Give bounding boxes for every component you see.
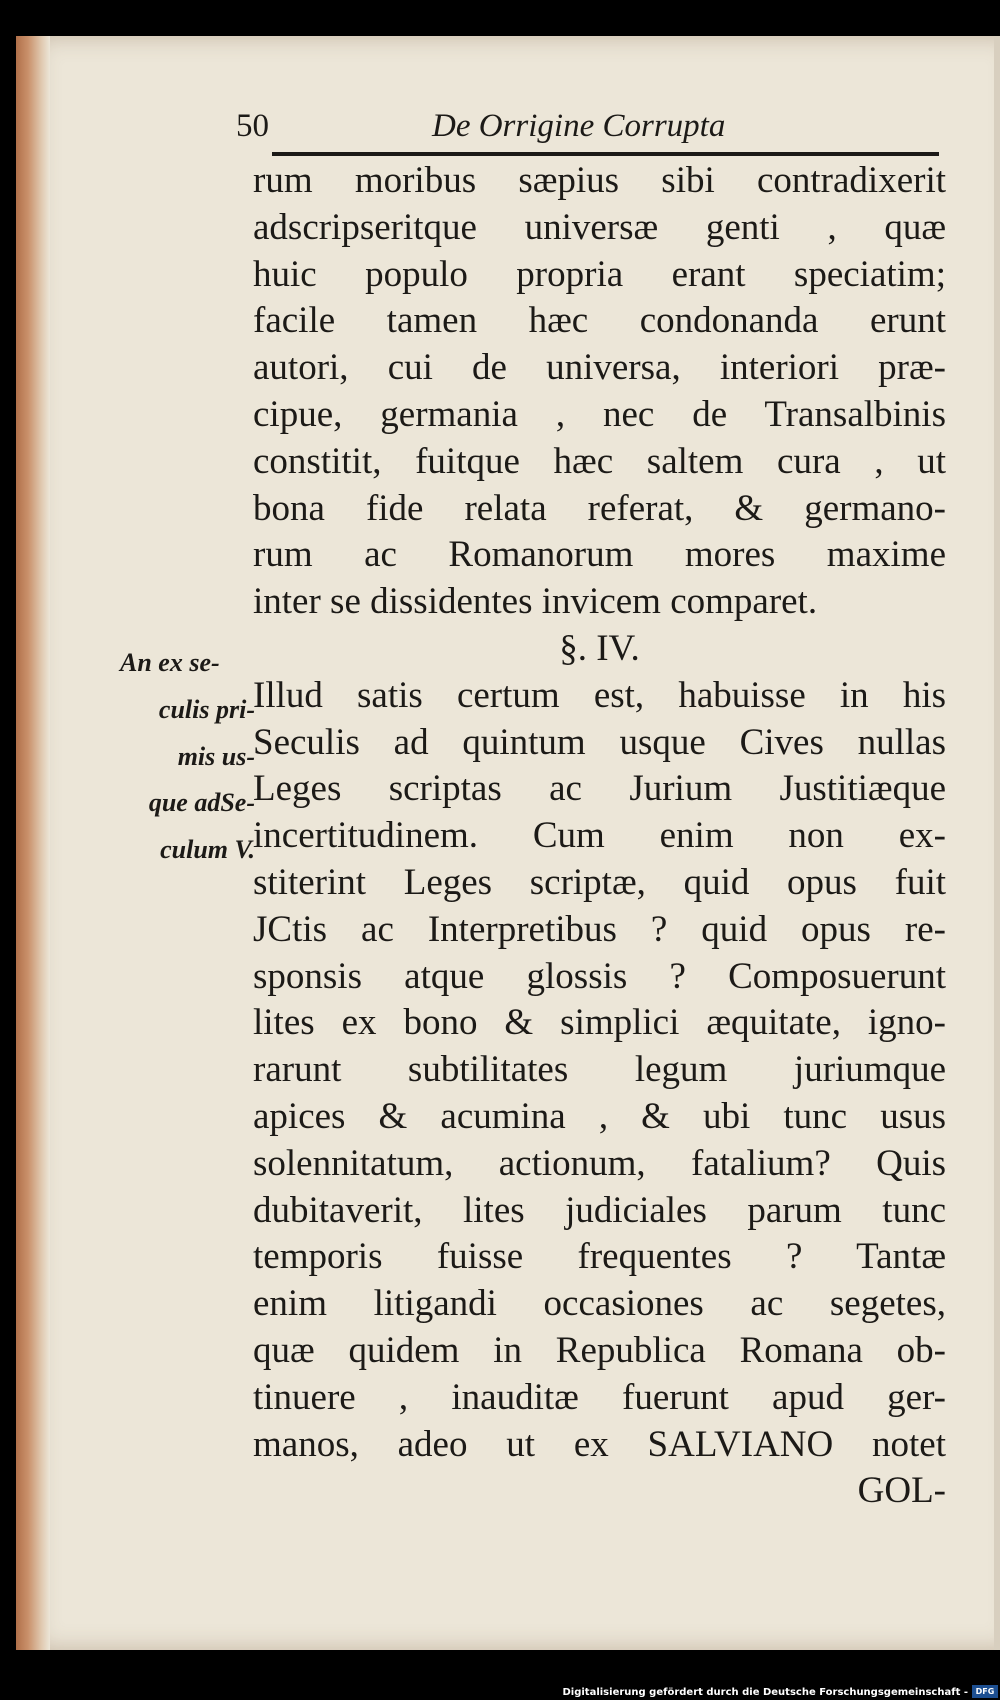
text-line: huic populo propria erant speciatim;	[253, 253, 946, 295]
margin-note-line: culum V.	[160, 835, 255, 865]
text-line: constitit, fuitque hæc saltem cura , ut	[253, 440, 946, 482]
running-title: De Orrigine Corrupta	[432, 108, 726, 144]
running-head	[236, 100, 936, 150]
text-line: cipue, germania , nec de Transalbinis	[253, 393, 946, 435]
text-line: tinuere , inauditæ fuerunt apud ger-	[253, 1376, 946, 1418]
section-heading: §. IV.	[559, 627, 640, 669]
text-line: facile tamen hæc condonanda erunt	[253, 300, 946, 342]
dfg-logo-icon: DFG	[972, 1685, 998, 1698]
text-line: rarunt subtilitates legum juriumque	[253, 1049, 946, 1091]
margin-note-line: que adSe-	[148, 788, 255, 818]
margin-note-line: An ex se-	[120, 648, 220, 677]
text-line: Leges scriptas ac Jurium Justitiæque	[253, 768, 946, 810]
text-line: quæ quidem in Republica Romana ob-	[253, 1329, 946, 1371]
text-line: autori, cui de universa, interiori præ-	[253, 347, 946, 389]
text-line: solennitatum, actionum, fatalium? Quis	[253, 1142, 946, 1184]
header-rule	[272, 152, 939, 156]
text-line: manos, adeo ut ex SALVIANO notet	[253, 1423, 946, 1465]
text-line: bona fide relata referat, & germano-	[253, 487, 946, 529]
page-number: 50	[236, 108, 269, 144]
page-right-edge	[994, 36, 1000, 1650]
page-binding-edge	[16, 36, 50, 1650]
text-line: adscripseritque universæ genti , quæ	[253, 206, 946, 248]
text-line: apices & acumina , & ubi tunc usus	[253, 1095, 946, 1137]
text-line: Seculis ad quintum usque Cives nullas	[253, 721, 946, 763]
margin-note-line: mis us-	[177, 741, 255, 771]
text-line: incertitudinem. Cum enim non ex-	[253, 815, 946, 857]
margin-note-line: culis pri-	[158, 694, 255, 724]
text-line: dubitaverit, lites judiciales parum tunc	[253, 1189, 946, 1231]
text-line: Illud satis certum est, habuisse in his	[253, 674, 946, 716]
text-line: stiterint Leges scriptæ, quid opus fuit	[253, 861, 946, 903]
text-line: rum ac Romanorum mores maxime	[253, 534, 946, 576]
text-line: enim litigandi occasiones ac segetes,	[253, 1283, 946, 1325]
text-line: rum moribus sæpius sibi contradixerit	[253, 160, 946, 201]
catchword: GOL-	[857, 1470, 946, 1512]
text-line: lites ex bono & simplici æquitate, igno-	[253, 1002, 946, 1044]
text-line: sponsis atque glossis ? Composuerunt	[253, 955, 946, 997]
body-text	[253, 158, 946, 1515]
text-line: temporis fuisse frequentes ? Tantæ	[253, 1236, 946, 1278]
text-line: JCtis ac Interpretibus ? quid opus re-	[253, 908, 946, 950]
digitization-credit: Digitalisierung gefördert durch die Deutsche Forschungsgemeinschaft -	[562, 1687, 968, 1698]
text-line: inter se dissidentes invicem comparet.	[253, 581, 818, 623]
margin-note	[120, 640, 255, 874]
